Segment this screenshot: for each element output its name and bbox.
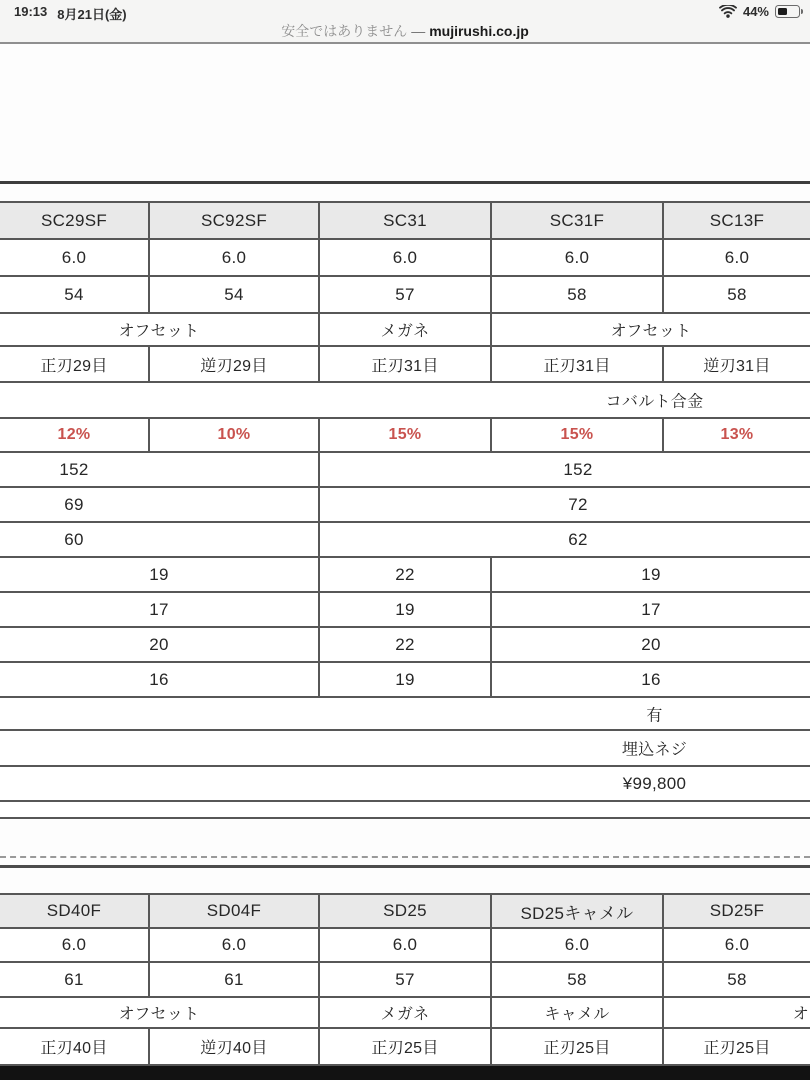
table-cell: 6.0 — [150, 929, 320, 961]
table-cell: 22 — [320, 628, 492, 661]
column-header: SC13F — [709, 210, 765, 230]
table-cell: 20 — [0, 628, 320, 661]
model-header-row — [0, 201, 810, 240]
triple-row — [0, 628, 810, 663]
table-cell: 62 — [568, 529, 588, 549]
separator: — — [411, 23, 426, 39]
table-cell: 57 — [320, 277, 492, 312]
table-cell: 埋込ネジ — [621, 741, 688, 759]
table-cell: 58 — [492, 277, 664, 312]
column-header: SC92SF — [150, 203, 320, 238]
price-row — [0, 767, 810, 802]
clock-time: 19:13 — [14, 4, 48, 19]
table-cell: 正刃31目 — [492, 347, 664, 381]
table-cell: 15% — [492, 419, 664, 451]
table-cell: 6.0 — [320, 240, 492, 275]
table-cell: 13% — [720, 426, 754, 443]
table-cell: 6.0 — [320, 929, 492, 961]
table-cell: メガネ — [320, 314, 492, 345]
percent-row — [0, 419, 810, 453]
length-row — [0, 963, 810, 998]
table-cell: 17 — [0, 593, 320, 626]
table-cell: 22 — [320, 558, 492, 591]
pair-row — [0, 453, 810, 488]
material-label: コバルト合金 — [605, 393, 704, 411]
spec-table-sd-series — [0, 893, 810, 1066]
column-header: SD25キャメル — [492, 895, 664, 927]
table-cell: 6.0 — [492, 240, 664, 275]
table-cell: 正刃25目 — [492, 1029, 664, 1064]
battery-icon — [775, 5, 800, 18]
table-cell: 6.0 — [492, 929, 664, 961]
address-bar[interactable] — [0, 21, 810, 41]
blade-row — [0, 347, 810, 383]
column-header: SD25F — [709, 901, 765, 920]
table-cell: 10% — [150, 419, 320, 451]
triple-row — [0, 663, 810, 698]
url-domain: mujirushi.co.jp — [429, 23, 529, 39]
table-cell: 69 — [64, 494, 84, 514]
table-cell: 16 — [641, 669, 661, 689]
table-cell: 61 — [0, 963, 150, 996]
table-cell: 12% — [0, 419, 150, 451]
blade-row — [0, 1029, 810, 1066]
column-header: SD04F — [150, 895, 320, 927]
table-cell: 19 — [0, 558, 320, 591]
feature-row — [0, 698, 810, 731]
table-cell: 6.0 — [724, 247, 750, 267]
column-header: SC29SF — [0, 203, 150, 238]
type-row — [0, 314, 810, 347]
table-cell: 58 — [727, 969, 747, 989]
pair-row — [0, 523, 810, 558]
table-cell: 逆刃29目 — [150, 347, 320, 381]
pair-row — [0, 488, 810, 523]
table-cell: 15% — [320, 419, 492, 451]
column-header: SD40F — [0, 895, 150, 927]
table-cell: 正刃31目 — [320, 347, 492, 381]
table-cell: 正刃25目 — [703, 1040, 771, 1057]
table-cell: 19 — [320, 663, 492, 696]
triple-row — [0, 558, 810, 593]
size-row — [0, 240, 810, 277]
table-cell: 20 — [641, 634, 661, 654]
wifi-icon — [719, 5, 737, 18]
table-cell: 58 — [727, 284, 747, 304]
table-cell: 16 — [0, 663, 320, 696]
spec-table-sc-series — [0, 201, 810, 819]
table-cell: 54 — [0, 277, 150, 312]
column-header: SC31 — [320, 203, 492, 238]
table-cell: 54 — [150, 277, 320, 312]
status-date: 8月21日(金) — [57, 7, 127, 22]
table-cell: 有 — [646, 707, 663, 724]
table-top-rule — [0, 181, 810, 184]
table-cell: 152 — [59, 459, 89, 479]
triple-row — [0, 593, 810, 628]
empty-row — [0, 802, 810, 819]
table-cell: 6.0 — [0, 240, 150, 275]
table-cell: オフセット — [0, 314, 320, 345]
screw-row — [0, 731, 810, 767]
bottom-black-bar — [0, 1066, 810, 1080]
security-warning-label: 安全ではありません — [281, 23, 408, 39]
table-cell: 61 — [150, 963, 320, 996]
table-cell: 6.0 — [150, 240, 320, 275]
table-cell: 逆刃40目 — [150, 1029, 320, 1064]
column-header: SC31F — [492, 203, 664, 238]
table-cell: 6.0 — [0, 929, 150, 961]
table-cell: オフセット — [0, 998, 320, 1027]
table-cell: 17 — [641, 599, 661, 619]
solid-divider — [0, 865, 810, 868]
dashed-divider — [0, 856, 810, 858]
size-row — [0, 929, 810, 963]
status-indicators — [719, 4, 800, 19]
table-cell: 6.0 — [724, 935, 750, 954]
table-cell: 19 — [641, 564, 661, 584]
table-cell: メガネ — [320, 998, 492, 1027]
table-cell-clipped: オ — [792, 1006, 809, 1023]
table-cell: 72 — [568, 494, 588, 514]
table-cell: 57 — [320, 963, 492, 996]
price-value: ¥99,800 — [622, 773, 687, 793]
table-cell: 正刃29目 — [0, 347, 150, 381]
battery-percent: 44% — [742, 4, 769, 19]
table-cell: 152 — [563, 459, 593, 479]
safari-top-bar — [0, 0, 810, 44]
table-cell: 逆刃31目 — [703, 357, 771, 375]
table-cell: 58 — [492, 963, 664, 996]
table-cell: 正刃25目 — [320, 1029, 492, 1064]
table-cell: 正刃40目 — [0, 1029, 150, 1064]
length-row — [0, 277, 810, 314]
table-cell: オフセット — [610, 323, 692, 340]
table-cell: 19 — [320, 593, 492, 626]
table-cell: 60 — [64, 529, 84, 549]
material-row — [0, 383, 810, 419]
table-cell: キャメル — [492, 998, 664, 1027]
column-header: SD25 — [320, 895, 492, 927]
model-header-row — [0, 893, 810, 929]
type-row — [0, 998, 810, 1029]
